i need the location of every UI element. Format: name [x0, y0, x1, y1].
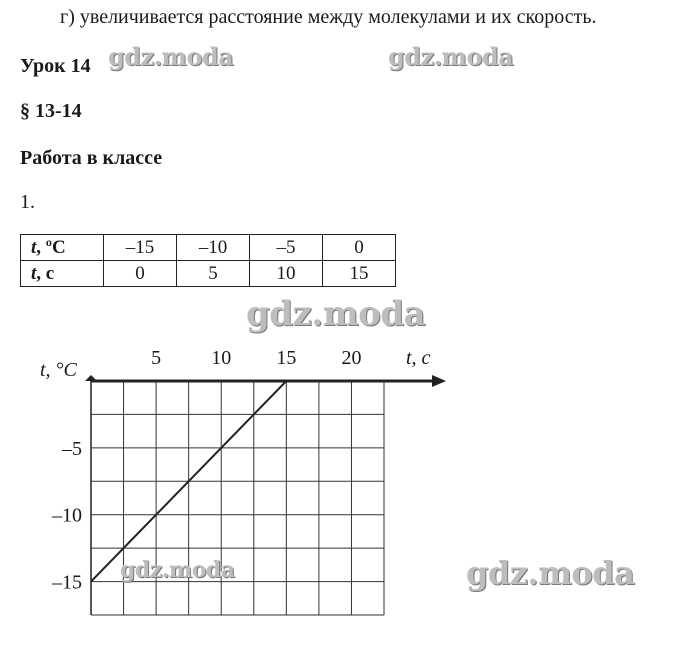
answer-line: г) увеличивается расстояние между молекулами и их скорость. [60, 6, 597, 28]
section-heading: Работа в классе [20, 147, 163, 169]
watermark: gdz.moda [108, 42, 234, 71]
task-number: 1. [20, 191, 35, 213]
paragraph-heading: § 13-14 [20, 100, 82, 122]
table-cell: 5 [177, 261, 250, 287]
x-axis-arrow [432, 375, 446, 387]
watermark: gdz.moda [466, 554, 635, 592]
table-cell: 15 [323, 261, 396, 287]
y-tick-label: –10 [52, 504, 82, 527]
table-cell: 0 [323, 235, 396, 261]
x-tick-label: 5 [151, 347, 162, 369]
lesson-heading: Урок 14 [20, 55, 91, 77]
table-cell: –5 [250, 235, 323, 261]
x-axis-label: t, c [406, 347, 431, 369]
table-cell: –15 [104, 235, 177, 261]
x-tick-label: 10 [211, 347, 232, 369]
y-tick-label: –15 [52, 571, 82, 594]
watermark: gdz.moda [120, 557, 235, 583]
table-cell: 10 [250, 261, 323, 287]
y-axis-arrow [85, 375, 97, 381]
x-tick-label: 15 [276, 347, 297, 369]
watermark: gdz.moda [388, 42, 514, 71]
x-tick-label: 20 [341, 347, 362, 369]
table-cell: –10 [177, 235, 250, 261]
row-header-time: t, с [21, 261, 104, 287]
y-axis-label: t, °C [40, 359, 77, 381]
row-header-temperature: t, ºC [21, 235, 104, 261]
watermark: gdz.moda [246, 294, 426, 334]
table-cell: 0 [104, 261, 177, 287]
y-tick-label: –5 [62, 437, 82, 460]
